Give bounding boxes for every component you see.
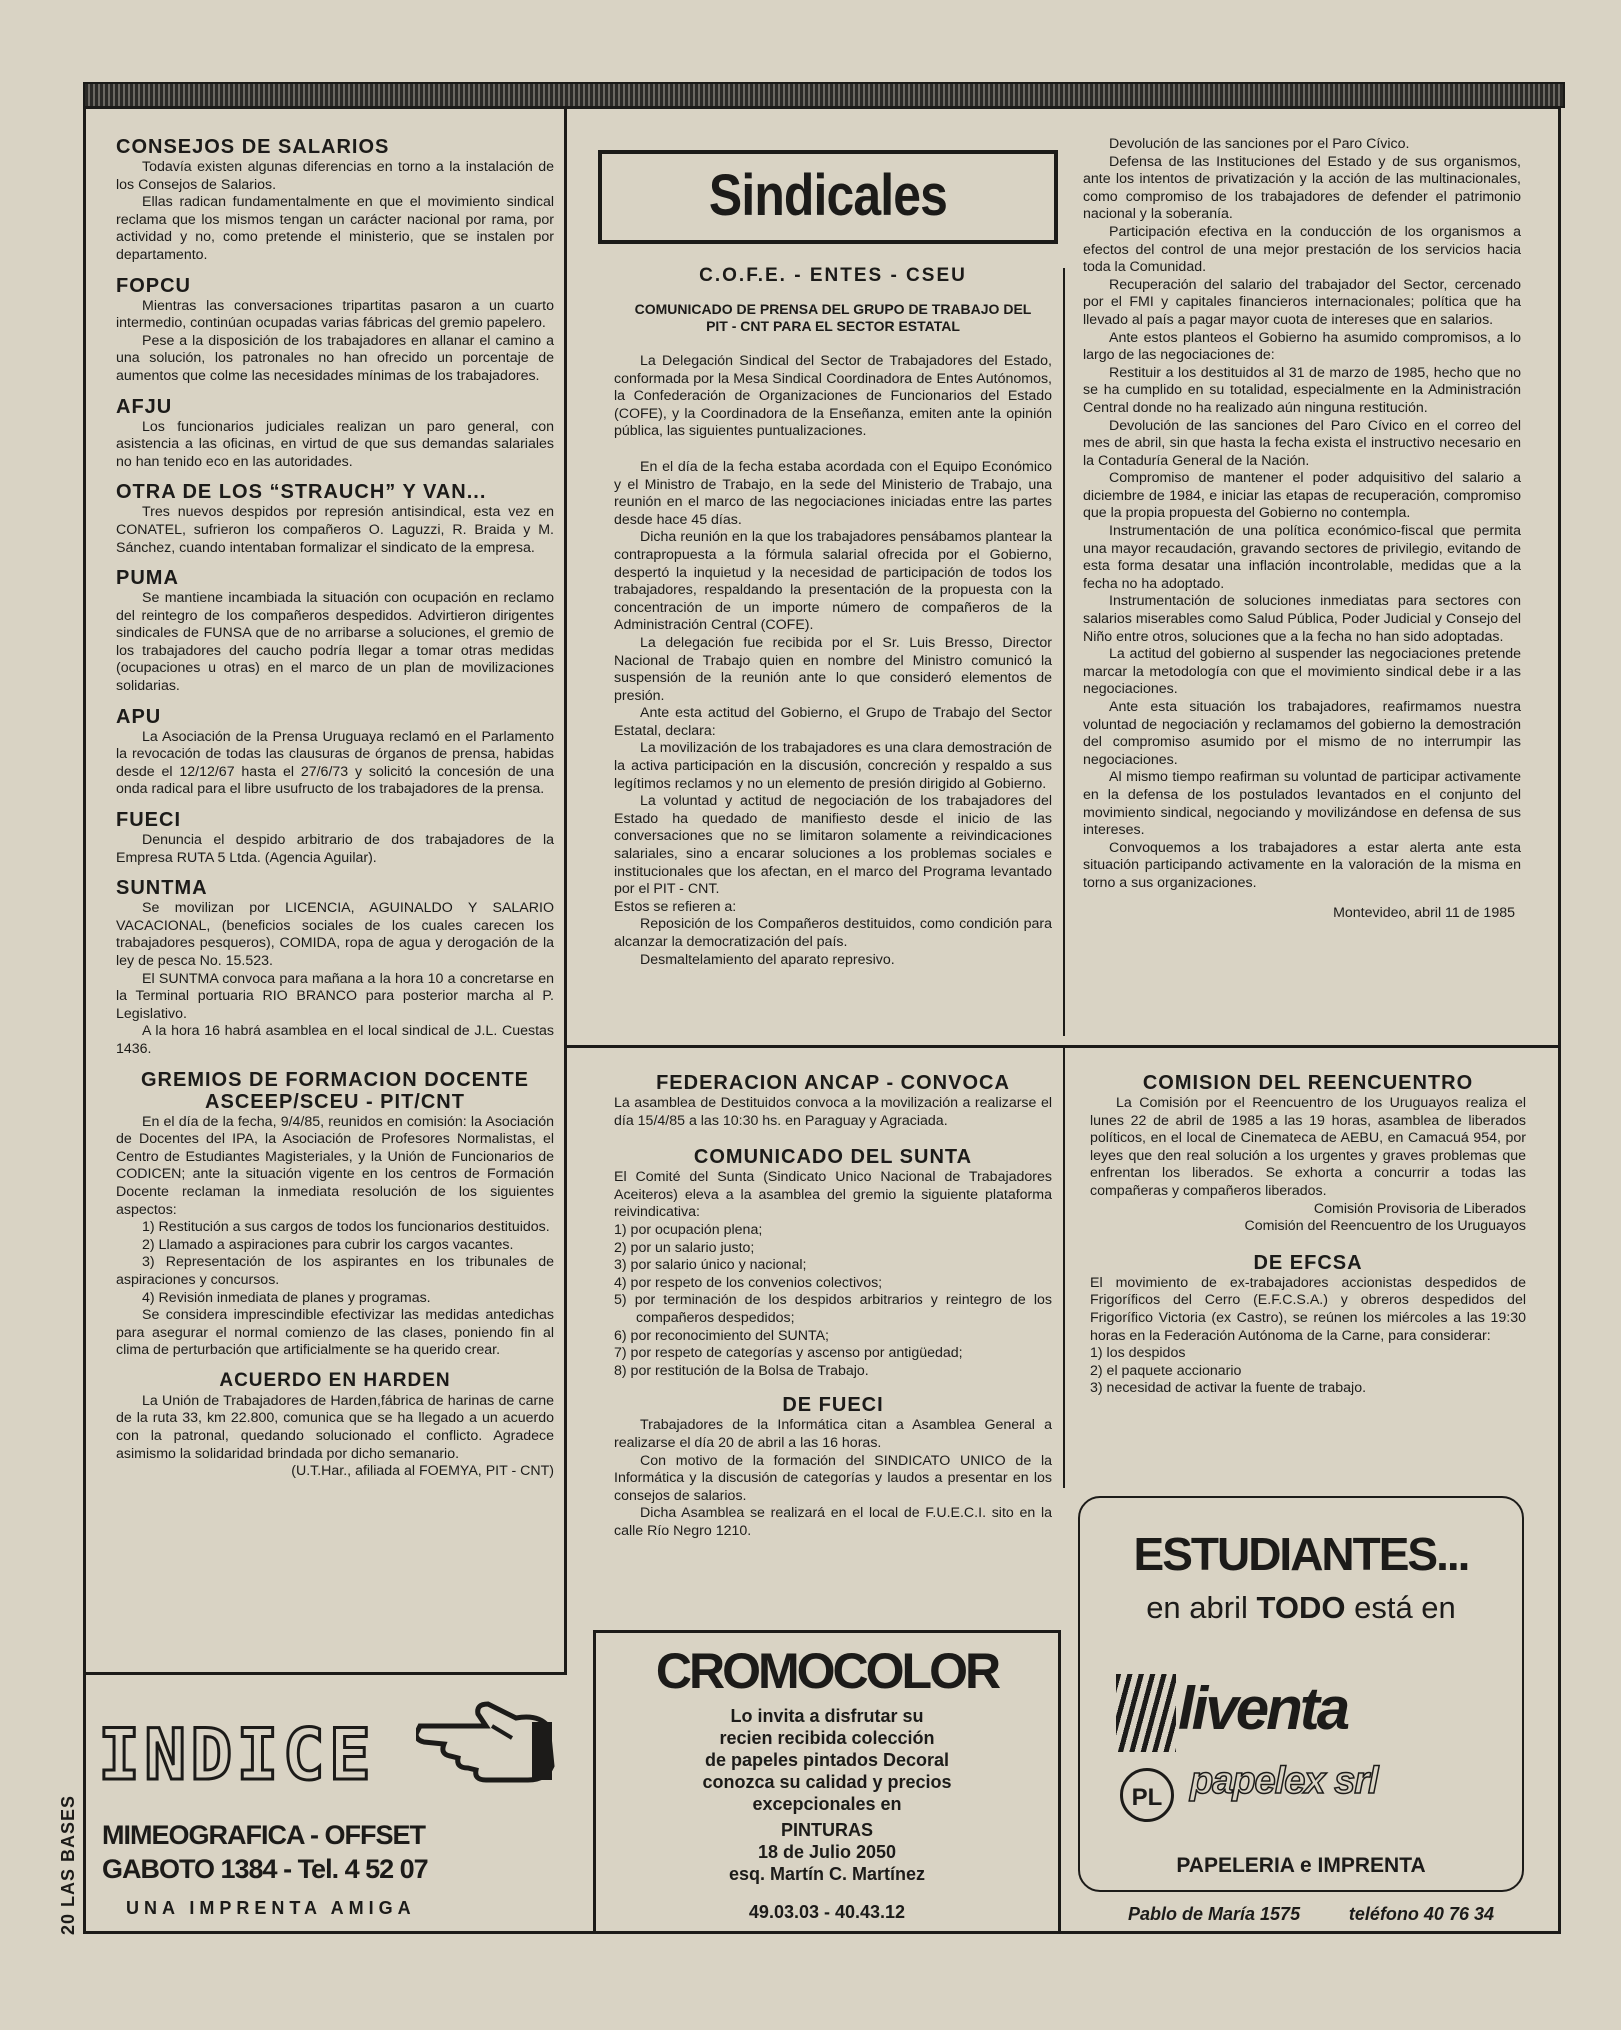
sunta-list	[614, 1222, 1052, 1380]
heading-sunta: COMUNICADO DEL SUNTA	[693, 1146, 973, 1169]
list-item: 2) el paquete accionario	[1090, 1362, 1242, 1379]
ad-cromo-brand: CROMOCOLOR	[655, 1643, 999, 1699]
section-header-box	[598, 150, 1058, 244]
heading-defueci: DE FUECI	[782, 1394, 884, 1417]
ad-liventa-address: Pablo de María 1575	[1128, 1904, 1301, 1924]
list-item: 5) por terminación de los despidos arbitrarios y reintegro de los compañeros despedidos;	[614, 1292, 1052, 1326]
paragraph: Trabajadores de la Informática citan a Asamblea General a realizarse el día 20 de abril a las 16 horas.	[614, 1417, 1052, 1451]
ad-cromo-lines	[596, 1705, 1058, 1923]
signature: Montevideo, abril 11 de 1985	[1333, 904, 1515, 921]
paragraph: 1) Restitución a sus cargos de todos los funcionarios destituidos.	[142, 1219, 550, 1236]
ad-liventa	[1078, 1496, 1524, 1924]
paragraph: La actitud del gobierno al suspender las negociaciones pretende marcar la metodología con que el movimiento sindical debe ir a las negociaciones.	[1083, 646, 1521, 698]
ad-indice-word: INDICE	[98, 1714, 375, 1796]
list-item: 7) por respeto de categorías y ascenso por antigüedad;	[614, 1345, 963, 1362]
ad-indice-line1: MIMEOGRAFICA - OFFSET	[102, 1820, 425, 1850]
ad-liventa-tagline: PAPELERIA e IMPRENTA	[1176, 1854, 1426, 1877]
paragraph: Devolución de las sanciones por el Paro Cívico.	[1109, 136, 1410, 152]
list-item: 2) por un salario justo;	[614, 1239, 755, 1256]
col-divider-left	[564, 106, 567, 1672]
heading-cofe: C.O.F.E. - ENTES - CSEU	[699, 265, 967, 286]
paragraph: Dicha reunión en la que los trabajadores pensábamos plantear la contrapropuesta a la fórmula salarial ofrecida por el Gobierno, despertó la inquietud y la necesidad de participación de todos los trabajadores, respaldando la presentación de la propuesta con la concentración de un importe número de compañeros de la Administración Central (COFE).	[614, 529, 1052, 634]
paragraph: Reposición de los Compañeros destituidos, como condición para alcanzar la democratización del país.	[614, 916, 1052, 950]
heading-puma: PUMA	[116, 567, 179, 590]
heading-fueci: FUECI	[116, 809, 181, 832]
paragraph: La movilización de los trabajadores es una clara demostración de la activa participación en la discusión, concreción y respaldo a sus legítimos reclamos y no un elemento de presión dirigido al Gobierno.	[614, 740, 1052, 792]
paragraph: La Asociación de la Prensa Uruguaya reclamó en el Parlamento la revocación de todas las clausuras de órganos de prensa, habidas desde el 12/12/67 hasta el 27/6/73 y solicitó la concesión de una onda radical para el libre usufructo de los trabajadores de la prensa.	[116, 728, 554, 798]
ad-liventa-sub-b: TODO	[1256, 1590, 1346, 1625]
rule-ad-left	[83, 1672, 567, 1675]
paragraph: La Unión de Trabajadores de Harden,fábrica de harinas de carne de la ruta 33, km 22.800, comunica que se ha llegado a un acuerdo con la patronal, quedando solucionado el conflicto. Agradece asimismo la solidaridad brindada por dicho semanario.	[116, 1392, 554, 1462]
paragraph: Instrumentación de una política económico-fiscal que permita una mayor recaudación, gravando sectores de privilegio, evitando de esta forma desatar una inflación incontrolable, medidas que a la fecha no ha adoptado.	[1083, 523, 1521, 592]
ad-liventa-sub	[1080, 1590, 1522, 1626]
paragraph: En el día de la fecha, 9/4/85, reunidos en comisión: la Asociación de Docentes del IPA, la Asociación de Profesores Normalistas, el Centro de Estudiantes Magisteriales, y la Unión de Funcionarios de CODICEN; ante la situación vigente en los centros de Formación Docente reclaman la inmediata resolución de los siguientes aspectos:	[116, 1113, 554, 1218]
column-lower-right	[1090, 1072, 1526, 1398]
paragraph: La Comisión por el Reencuentro de los Uruguayos realiza el lunes 22 de abril de 1985 a las 19 horas, asamblea de liberados políticos, en el local de Cinemateca de AEBU, en Camacuá 954, por leyes que den real solución a los urgentes y graves problemas que enfrentan los liberados. Se exhorta a concurrir a todas las compañeras y compañeros liberados.	[1090, 1095, 1526, 1199]
paragraph: Ante esta actitud del Gobierno, el Grupo de Trabajo del Sector Estatal, declara:	[614, 705, 1052, 739]
page-label: 20 LAS BASES	[58, 1794, 78, 1935]
paragraph: Compromiso de mantener el poder adquisitivo del salario a diciembre de 1984, e iniciar las etapas de recuperación, compromiso que la propia propuesta del Gobierno no contempla.	[1083, 470, 1521, 522]
ad-liventa-monogram: PL	[1120, 1768, 1174, 1822]
paragraph: Con motivo de la formación del SINDICATO UNICO de la Informática y la discusión de categorías y laudos a presentar en los consejos de salarios.	[614, 1452, 1052, 1504]
paragraph: Al mismo tiempo reafirman su voluntad de participar activamente en la defensa de los postulados levantados en el conjunto del movimiento sindical, negociando y movilizándose en defensa de sus intereses.	[1083, 769, 1521, 839]
paragraph: Convoquemos a los trabajadores a estar alerta ante esta situación participando activamente en la valoración de la misma en torno a sus organizaciones.	[1083, 839, 1521, 891]
list-item: 3) necesidad de activar la fuente de trabajo.	[1090, 1380, 1367, 1397]
paragraph: La asamblea de Destituidos convoca a la movilización a realizarse el día 15/4/85 a las 10:30 hs. en Paraguay y Agraciada.	[614, 1095, 1052, 1129]
ad-cromo-line: Lo invita a disfrutar su	[730, 1706, 924, 1726]
column-left	[116, 128, 554, 1481]
ad-cromo-line: conozca su calidad y precios	[702, 1772, 952, 1792]
paragraph: El Comité del Sunta (Sindicato Unico Nacional de Trabajadores Aceiteros) eleva a la asamblea del gremio la siguiente plataforma reivindicativa:	[614, 1169, 1052, 1221]
list-item: 3) por salario único y nacional;	[614, 1257, 807, 1274]
col-divider-lower	[1063, 1048, 1065, 1488]
top-rule	[83, 82, 1565, 108]
signature: (U.T.Har., afiliada al FOEMYA, PIT - CNT)	[291, 1463, 554, 1480]
paragraph: Denuncia el despido arbitrario de dos trabajadores de la Empresa RUTA 5 Ltda. (Agencia Aguilar).	[116, 832, 554, 866]
paragraph: El movimiento de ex-trabajadores accionistas despedidos de Frigoríficos del Cerro (E.F.C.S.A.) y obreros despedidos del Frigorífico Victoria (ex Castro), se reúnen los miércoles a las 19:30 horas en la Federación Autónoma de la Carne, para considerar:	[1090, 1274, 1526, 1344]
speed-lines-icon	[1116, 1674, 1176, 1752]
column-cofe-b	[1083, 136, 1521, 922]
ad-cromo-phones: 49.03.03 - 40.43.12	[748, 1902, 906, 1922]
subtitle-cofe: COMUNICADO DE PRENSA DEL GRUPO DE TRABAJO DEL PIT - CNT PARA EL SECTOR ESTATAL	[634, 301, 1032, 334]
heading-apu: APU	[116, 705, 162, 728]
column-cofe-a	[614, 265, 1052, 969]
paragraph: 2) Llamado a aspiraciones para cubrir los cargos vacantes.	[142, 1236, 514, 1253]
ad-liventa-brand2: papelex srl	[1190, 1760, 1378, 1802]
col-divider-cofe	[1063, 268, 1065, 1036]
ad-cromo-line: excepcionales en	[752, 1794, 902, 1814]
paragraph: Participación efectiva en la conducción de los organismos a efectos del control de una mejor prestación de los servicios hacia toda la Comunidad.	[1083, 223, 1521, 276]
ad-liventa-phone: teléfono 40 76 34	[1348, 1904, 1494, 1924]
paragraph: Recuperación del salario del trabajador del Sector, cercenado por el FMI y capitales financieros internacionales; política que ha llevado al país a pagar mayor cuota de intereses que en salarios.	[1083, 276, 1521, 328]
paragraph: La voluntad y actitud de negociación de los trabajadores del Estado ha quedado de manifiesto desde el inicio de las conversaciones que no se limitaron solamente a reivindicaciones salariales, sino a encarar soluciones a los problemas sociales e institucionales que los afectan, en el marco del Programa levantado por el PIT - CNT.	[614, 793, 1052, 898]
paragraph: Mientras las conversaciones tripartitas pasaron a un cuarto intermedio, continúan ocupadas varias fábricas del gremio papelero.	[116, 297, 554, 332]
paragraph: Desmaltelamiento del aparato represivo.	[640, 951, 895, 968]
heading-reencuentro: COMISION DEL REENCUENTRO	[1142, 1072, 1474, 1094]
signature: Comisión Provisoria de Liberados	[1313, 1200, 1526, 1217]
paragraph: 4) Revisión inmediata de planes y programas.	[142, 1289, 431, 1306]
ad-cromo-store: PINTURAS	[780, 1820, 873, 1840]
ad-cromo-line: de papeles pintados Decoral	[704, 1750, 950, 1770]
heading-strauch: OTRA DE LOS “STRAUCH” Y VAN...	[116, 481, 487, 504]
column-lower-middle	[614, 1072, 1052, 1540]
section-title: Sindicales	[708, 163, 948, 228]
heading-gremios: GREMIOS DE FORMACION DOCENTE ASCEEP/SCEU - PIT/CNT	[140, 1068, 529, 1113]
paragraph: Pese a la disposición de los trabajadores en allanar el camino a una solución, los patronales no han ofrecido un porcentaje de aumentos que colme las necesidades mínimas de los trabajadores.	[116, 332, 554, 384]
heading-afju: AFJU	[116, 395, 173, 418]
paragraph: A la hora 16 habrá asamblea en el local sindical de J.L. Cuestas 1436.	[116, 1023, 554, 1057]
paragraph: Se considera imprescindible efectivizar las medidas antedichas para asegurar el normal comienzo de las clases, poniendo fin al clima de perturbación que artificialmente se ha querido crear.	[116, 1307, 554, 1359]
ad-liventa-sub-a: en abril	[1146, 1590, 1257, 1625]
list-item: 4) por respeto de los convenios colectivos;	[614, 1274, 883, 1291]
heading-suntma: SUNTMA	[116, 877, 208, 900]
ad-indice-line2: GABOTO 1384 - Tel. 4 52 07	[102, 1854, 428, 1884]
ad-cromocolor	[593, 1630, 1061, 1934]
ad-liventa-brand: liventa	[1178, 1675, 1348, 1742]
paragraph: Todavía existen algunas diferencias en torno a la instalación de los Consejos de Salarios.	[116, 159, 554, 193]
ad-liventa-headline: ESTUDIANTES...	[1133, 1528, 1469, 1580]
paragraph: Devolución de las sanciones del Paro Cívico en el correo del mes de abril, sin que hasta la fecha exista el instructivo necesario en la Contaduría General de la Nación.	[1083, 417, 1521, 469]
paragraph: Tres nuevos despidos por represión antisindical, esta vez en CONATEL, sufrieron los compañeros O. Laguzzi, R. Braida y M. Sánchez, cuando intentaban formalizar el sindicato de la empresa.	[116, 504, 554, 556]
paragraph: Ante esta situación los trabajadores, reafirmamos nuestra voluntad de negociación y reclamamos del gobierno la demostración del compromiso asumido por el mismo de no interrumpir las negociaciones.	[1083, 699, 1521, 768]
paragraph: Instrumentación de soluciones inmediatas para sectores con salarios miserables como Salud Pública, Poder Judicial y Consejo del Niño entre otros, soluciones que a la fecha no han sido adoptadas.	[1083, 593, 1521, 645]
ad-cromo-line: recien recibida colección	[719, 1728, 935, 1748]
heading-consejos: CONSEJOS DE SALARIOS	[116, 136, 390, 158]
paragraph: Dicha Asamblea se realizará en el local de F.U.E.C.I. sito en la calle Río Negro 1210.	[614, 1505, 1052, 1539]
paragraph: En el día de la fecha estaba acordada con el Equipo Económico y el Ministro de Trabajo, en la sede del Ministerio de Trabajo, una reunión en el marco de las negociaciones iniciadas entre las partes desde hace 45 días.	[614, 458, 1052, 528]
paragraph: Se movilizan por LICENCIA, AGUINALDO Y SALARIO VACACIONAL, (beneficios sociales de los cuales carecen los trabajadores pesqueros), COMIDA, ropa de agua y derogación de la ley de pesca No. 15.523.	[116, 900, 554, 969]
heading-harden: ACUERDO EN HARDEN	[219, 1369, 451, 1391]
list-item: 1) por ocupación plena;	[614, 1221, 763, 1238]
paragraph: Defensa de las Instituciones del Estado y de sus organismos, ante los intentos de privatización y la acción de las multinacionales, como compromiso de los trabajadores de defender el patrimonio nacional y la soberanía.	[1083, 153, 1521, 223]
paragraph: Los funcionarios judiciales realizan un paro general, con asistencia a las oficinas, en virtud de que sus demandas salariales no han tenido eco en las autoridades.	[116, 418, 554, 470]
ad-indice	[98, 1696, 560, 1926]
list-item: 1) los despidos	[1090, 1345, 1186, 1362]
paragraph: El SUNTMA convoca para mañana a la hora 10 a concretarse en la Terminal portuaria RIO BRANCO para posterior marcha al P. Legislativo.	[116, 970, 554, 1022]
signature: Comisión del Reencuentro de los Uruguayos	[1244, 1218, 1526, 1235]
paragraph: 3) Representación de los aspirantes en los tribunales de aspiraciones y concursos.	[116, 1254, 554, 1288]
efcsa-list	[1090, 1345, 1526, 1398]
pointing-hand-icon	[416, 1696, 558, 1788]
paragraph: Ellas radican fundamentalmente en que el movimiento sindical reclama que los mismos tengan un carácter nacional por rama, por actividad y no, como pretende el ministerio, que se instalen por departamento.	[116, 194, 554, 263]
list-item: 6) por reconocimiento del SUNTA;	[614, 1327, 830, 1344]
heading-fopcu: FOPCU	[116, 274, 191, 297]
heading-ancap: FEDERACION ANCAP - CONVOCA	[656, 1072, 1010, 1094]
heading-efcsa: DE EFCSA	[1253, 1251, 1363, 1274]
paragraph: Se mantiene incambiada la situación con ocupación en reclamo del reintegro de los compañeros despedidos. Advirtieron dirigentes sindicales de FUNSA que de no arribarse a soluciones, el gremio de los trabajadores del caucho podría llegar a tomar otras medidas (ocupaciones u otras) en el marco de un plan de movilizaciones solidarias.	[116, 590, 554, 695]
ad-cromo-address: 18 de Julio 2050	[757, 1842, 897, 1862]
paragraph: Estos se refieren a:	[614, 898, 737, 915]
paragraph: Ante estos planteos el Gobierno ha asumido compromisos, a lo largo de las negociaciones de:	[1083, 329, 1521, 364]
ad-cromo-address: esq. Martín C. Martínez	[728, 1864, 926, 1884]
paragraph: La Delegación Sindical del Sector de Trabajadores del Estado, conformada por la Mesa Sindical Coordinadora de Entes Autónomos, la Confederación de Organizaciones de Funcionarios del Estado (COFE), y la Coordinadora de la Enseñanza, emiten ante la opinión pública, las siguientes puntualizaciones.	[614, 353, 1052, 440]
ad-indice-line3: UNA IMPRENTA AMIGA	[126, 1898, 416, 1918]
paragraph: Restituir a los destituidos al 31 de marzo de 1985, hecho que no se ha cumplido en su totalidad, especialmente en la Administración Central donde no ha realizado aún ninguna restitución.	[1083, 364, 1521, 416]
list-item: 8) por restitución de la Bolsa de Trabajo.	[614, 1362, 869, 1379]
paragraph: La delegación fue recibida por el Sr. Luis Bresso, Director Nacional de Trabajo quien en nombre del Ministro comunicó la suspensión de la reunión ante lo que consideró elementos de presión.	[614, 634, 1052, 704]
ad-liventa-sub-c: está en	[1345, 1590, 1456, 1625]
